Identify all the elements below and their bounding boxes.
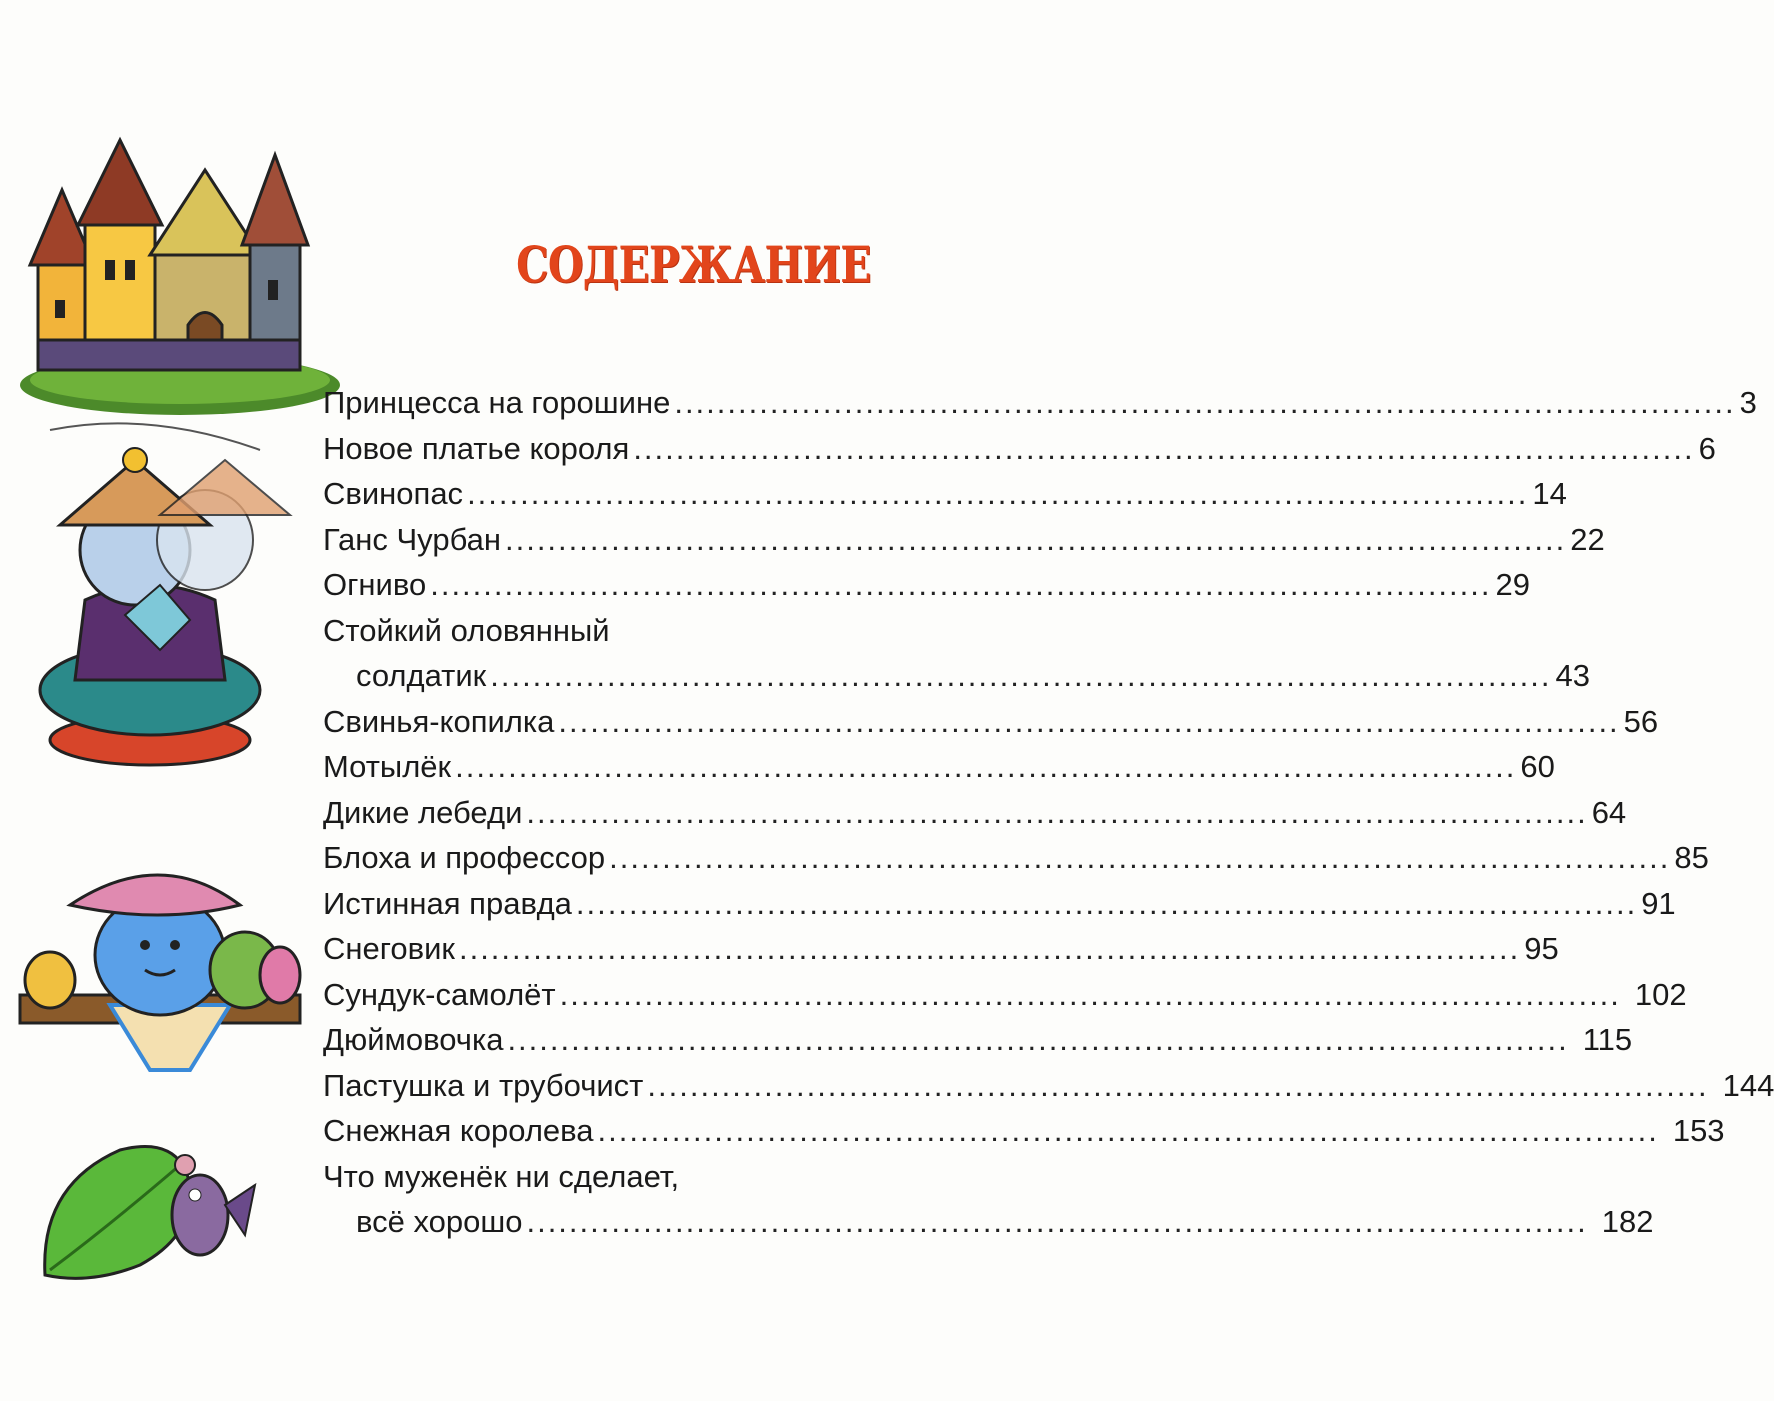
leader-dots: .................................................................................................... — [507, 1022, 1569, 1057]
toc-entry-title: Истинная правда — [323, 885, 572, 921]
toc-entry-title: Стойкий оловянный — [323, 612, 610, 648]
toc-entry[interactable] — [323, 1199, 1654, 1245]
toc-entry-title: Огниво — [323, 567, 427, 602]
leader-dots: .................................................................................................... — [575, 885, 1638, 921]
mandarin-illustration — [30, 420, 300, 770]
toc-entry-title: Пастушка и трубочист — [323, 1067, 644, 1103]
toc-entry[interactable] — [323, 1154, 935, 1200]
toc-entry[interactable] — [323, 653, 1590, 699]
toc-entry[interactable] — [323, 608, 935, 654]
leader-dots: .................................................................................................... — [558, 703, 1620, 739]
toc-entry-title: Сундук-самолёт — [323, 976, 556, 1012]
toc-entry-page: 85 — [1674, 840, 1709, 875]
leader-dots: .................................................................................................... — [609, 840, 1671, 875]
mouse-leaf-illustration — [30, 1125, 260, 1295]
toc-entry-page: 22 — [1570, 521, 1605, 557]
toc-entry-page: 6 — [1698, 430, 1716, 466]
toc-entry[interactable] — [323, 562, 1530, 608]
toc-entry-page: 56 — [1623, 703, 1659, 739]
toc-entry[interactable] — [323, 1063, 1774, 1109]
toc-entry[interactable] — [323, 881, 1676, 927]
toc-entry-title: Дикие лебеди — [323, 794, 523, 830]
leader-dots: .................................................................................................... — [633, 430, 1695, 466]
toc-entry-page: 64 — [1591, 794, 1627, 830]
leader-dots: .................................................................................................... — [458, 931, 1521, 966]
leader-dots: .................................................................................................... — [455, 749, 1517, 784]
toc-entry-page: 3 — [1739, 385, 1757, 420]
toc-entry-page: 153 — [1672, 1113, 1725, 1148]
toc-entry[interactable] — [323, 380, 1757, 426]
toc-entry[interactable] — [323, 517, 1605, 563]
toc-entry-title: Что муженёк ни сделает, — [323, 1158, 680, 1194]
castle-illustration — [10, 130, 330, 400]
toc-entry-title: Свинопас — [323, 476, 464, 511]
leader-dots: .................................................................................................... — [674, 385, 1736, 420]
toc-entry-title: Ганс Чурбан — [323, 521, 501, 557]
table-of-contents — [323, 380, 1774, 1245]
toc-entry-title: Снеговик — [323, 931, 455, 966]
toc-entry[interactable] — [323, 699, 1659, 745]
leader-dots: .................................................................................................... — [559, 976, 1621, 1012]
toc-entry-title: Мотылёк — [323, 749, 452, 784]
toc-entry[interactable] — [323, 972, 1687, 1018]
toc-entry-page: 60 — [1520, 749, 1555, 784]
toc-entry-page: 29 — [1495, 567, 1530, 602]
toc-entry-page: 182 — [1601, 1204, 1654, 1239]
leader-dots: .................................................................................................... — [597, 1113, 1659, 1148]
leader-dots: .................................................................................................... — [526, 794, 1588, 830]
toc-entry[interactable] — [323, 926, 1559, 972]
toc-entry[interactable] — [323, 790, 1627, 836]
toc-entry-page: 102 — [1634, 976, 1687, 1012]
leader-dots: .................................................................................................... — [430, 567, 1492, 602]
toc-entry-page: 115 — [1582, 1022, 1633, 1057]
toc-entry-title: всё хорошо — [356, 1204, 523, 1239]
leader-dots: .................................................................................................... — [526, 1204, 1588, 1239]
leader-dots: .................................................................................................... — [467, 476, 1529, 511]
toc-entry-title: Дюймовочка — [323, 1022, 504, 1057]
toc-entry-title: Новое платье короля — [323, 430, 630, 466]
toc-entry[interactable] — [323, 744, 1555, 790]
page-title: СОДЕРЖАНИЕ — [516, 235, 871, 294]
toc-entry[interactable] — [323, 1017, 1633, 1063]
toc-entry-page: 91 — [1641, 885, 1676, 921]
toc-entry-title: Свинья-копилка — [323, 703, 555, 739]
toc-entry-page: 14 — [1532, 476, 1567, 511]
toc-entry-title: Принцесса на горошине — [323, 385, 671, 420]
toc-entry-title: Блоха и профессор — [323, 840, 606, 875]
toc-entry-title: солдатик — [356, 658, 487, 693]
leader-dots: .................................................................................................... — [490, 658, 1552, 693]
leader-dots: .................................................................................................... — [647, 1067, 1709, 1103]
toc-entry[interactable] — [323, 426, 1716, 472]
toc-entry-page: 95 — [1524, 931, 1559, 966]
toc-entry[interactable] — [323, 471, 1567, 517]
toc-entry[interactable] — [323, 1108, 1725, 1154]
toc-entry-page: 43 — [1555, 658, 1590, 693]
leader-dots: .................................................................................................... — [504, 521, 1567, 557]
toc-entry-title: Снежная королева — [323, 1113, 594, 1148]
teapot-family-illustration — [10, 845, 310, 1075]
toc-entry[interactable] — [323, 835, 1709, 881]
toc-entry-page: 144 — [1722, 1067, 1774, 1103]
